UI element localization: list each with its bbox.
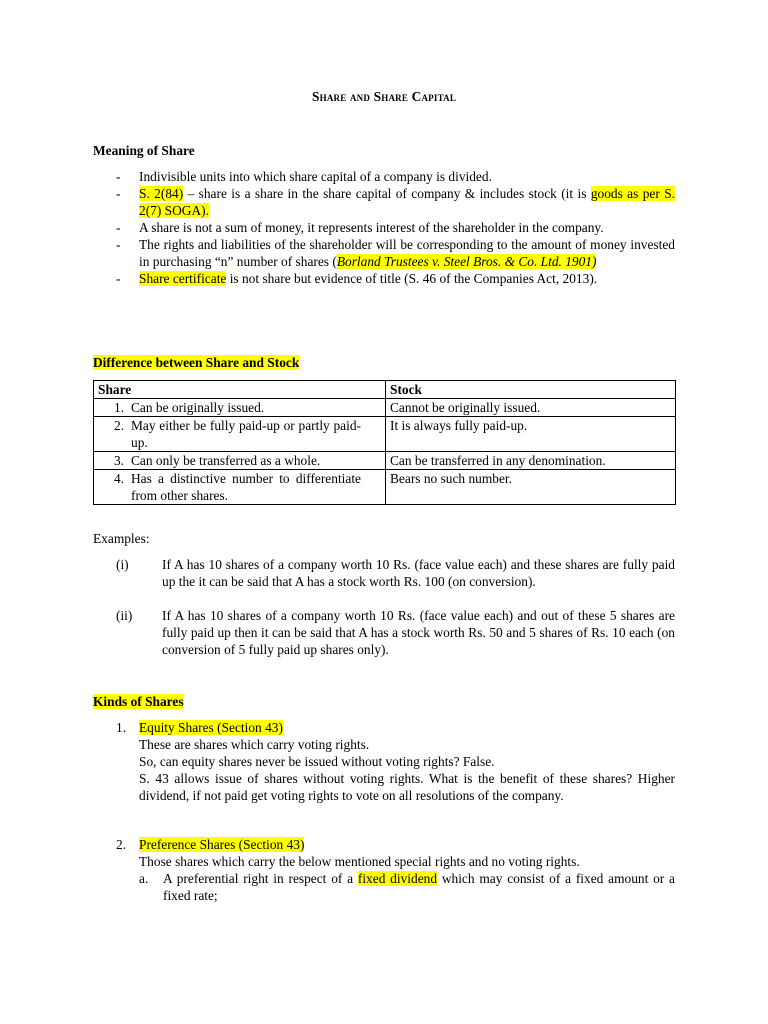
stock-cell: Bears no such number. <box>386 470 676 505</box>
stock-cell: It is always fully paid-up. <box>386 417 676 452</box>
list-item <box>116 185 675 219</box>
sub-item <box>139 870 675 904</box>
row-number: 4. <box>113 471 124 486</box>
example-label: (ii) <box>116 608 133 623</box>
kind-item-preference <box>116 836 675 904</box>
kind-body <box>139 836 675 904</box>
table-row <box>94 399 676 417</box>
kind-line: So, can equity shares never be issued without voting rights? False. <box>139 754 495 769</box>
share-text: Can only be transferred as a whole. <box>131 453 321 468</box>
case-citation: Borland Trustees v. Steel Bros. & Co. Ltd. 1901) <box>336 254 597 269</box>
fixed-dividend-highlight: fixed dividend <box>357 871 438 886</box>
example-label: (i) <box>116 557 129 572</box>
share-cell <box>94 452 386 470</box>
share-cell <box>94 417 386 452</box>
example-item <box>116 607 675 658</box>
col-stock-header: Stock <box>386 381 676 399</box>
list-item <box>116 270 675 287</box>
share-text: Can be originally issued. <box>131 400 265 415</box>
stock-cell: Can be transferred in any denomination. <box>386 452 676 470</box>
list-item <box>116 236 675 270</box>
table-row <box>94 452 676 470</box>
page-title: Share and Share Capital <box>311 89 457 104</box>
share-certificate-highlight: Share certificate <box>139 271 227 286</box>
difference-heading <box>93 354 299 371</box>
kinds-heading <box>93 693 184 710</box>
kinds-heading-text: Kinds of Shares <box>93 694 184 709</box>
sub-item-label: a. <box>139 871 149 886</box>
soga-ref-highlight: goods as per S. 2(7) SOGA). <box>139 186 675 218</box>
list-item-text: The rights and liabilities of the shareholder will be corresponding to the amount of money invested in purchasing “n” number of shares ( <box>139 237 675 269</box>
example-text: If A has 10 shares of a company worth 10 Rs. (face value each) and out of these 5 shares are fully paid up then it can be said that A has a stock worth Rs. 50 and 5 shares of Rs. 10 each (on conversion of 5 fully paid up shares only). <box>162 608 675 657</box>
list-item-text: is not share but evidence of title (S. 46 of the Companies Act, 2013). <box>226 271 598 286</box>
example-item <box>116 556 675 590</box>
kind-title-text: Preference Shares (Section 43) <box>139 837 305 852</box>
kind-number: 1. <box>116 720 127 735</box>
list-item-text: A share is not a sum of money, it represents interest of the shareholder in the company. <box>139 220 604 235</box>
kind-body <box>139 719 675 804</box>
share-text: May either be fully paid-up or partly paid-up. <box>131 418 361 450</box>
share-text: Has a distinctive number to differentiate from other shares. <box>131 471 361 503</box>
stock-cell: Cannot be originally issued. <box>386 399 676 417</box>
kind-item-equity <box>116 719 675 804</box>
sub-item-text: A preferential right in respect of a <box>163 871 358 886</box>
col-share-header: Share <box>94 381 386 399</box>
row-number: 1. <box>113 400 124 415</box>
share-cell <box>94 470 386 505</box>
kind-title <box>139 836 675 853</box>
difference-heading-text: Difference between Share and Stock <box>93 355 300 370</box>
table-row <box>94 417 676 452</box>
share-stock-table <box>93 380 676 505</box>
kind-line: Those shares which carry the below mentioned special rights and no voting rights. <box>139 854 580 869</box>
row-number: 2. <box>113 418 124 433</box>
kind-number: 2. <box>116 837 127 852</box>
list-item-text: – share is a share in the share capital of company & includes stock (it is <box>183 186 591 201</box>
row-number: 3. <box>113 453 124 468</box>
table-row <box>94 470 676 505</box>
example-text: If A has 10 shares of a company worth 10 Rs. (face value each) and these shares are fully paid up the it can be said that A has a stock worth Rs. 100 (on conversion). <box>162 557 675 589</box>
meaning-heading: Meaning of Share <box>93 143 195 158</box>
kind-line: S. 43 allows issue of shares without voting rights. What is the benefit of these shares? Higher dividend, if not paid get voting rights to vote on all resolutions of the company. <box>139 771 675 803</box>
meaning-list <box>116 168 675 287</box>
share-cell <box>94 399 386 417</box>
kind-title-text: Equity Shares (Section 43) <box>139 720 283 735</box>
list-item <box>116 168 675 185</box>
table-header-row <box>94 381 676 399</box>
kind-line: These are shares which carry voting rights. <box>139 737 370 752</box>
list-item <box>116 219 675 236</box>
examples-label: Examples: <box>93 531 150 546</box>
section-ref-highlight: S. 2(84) <box>139 186 184 201</box>
sub-item-text: which may consist of a fixed amount or a fixed rate; <box>163 871 675 903</box>
list-item-text: Indivisible units into which share capital of a company is divided. <box>139 169 492 184</box>
kind-title <box>139 719 675 736</box>
